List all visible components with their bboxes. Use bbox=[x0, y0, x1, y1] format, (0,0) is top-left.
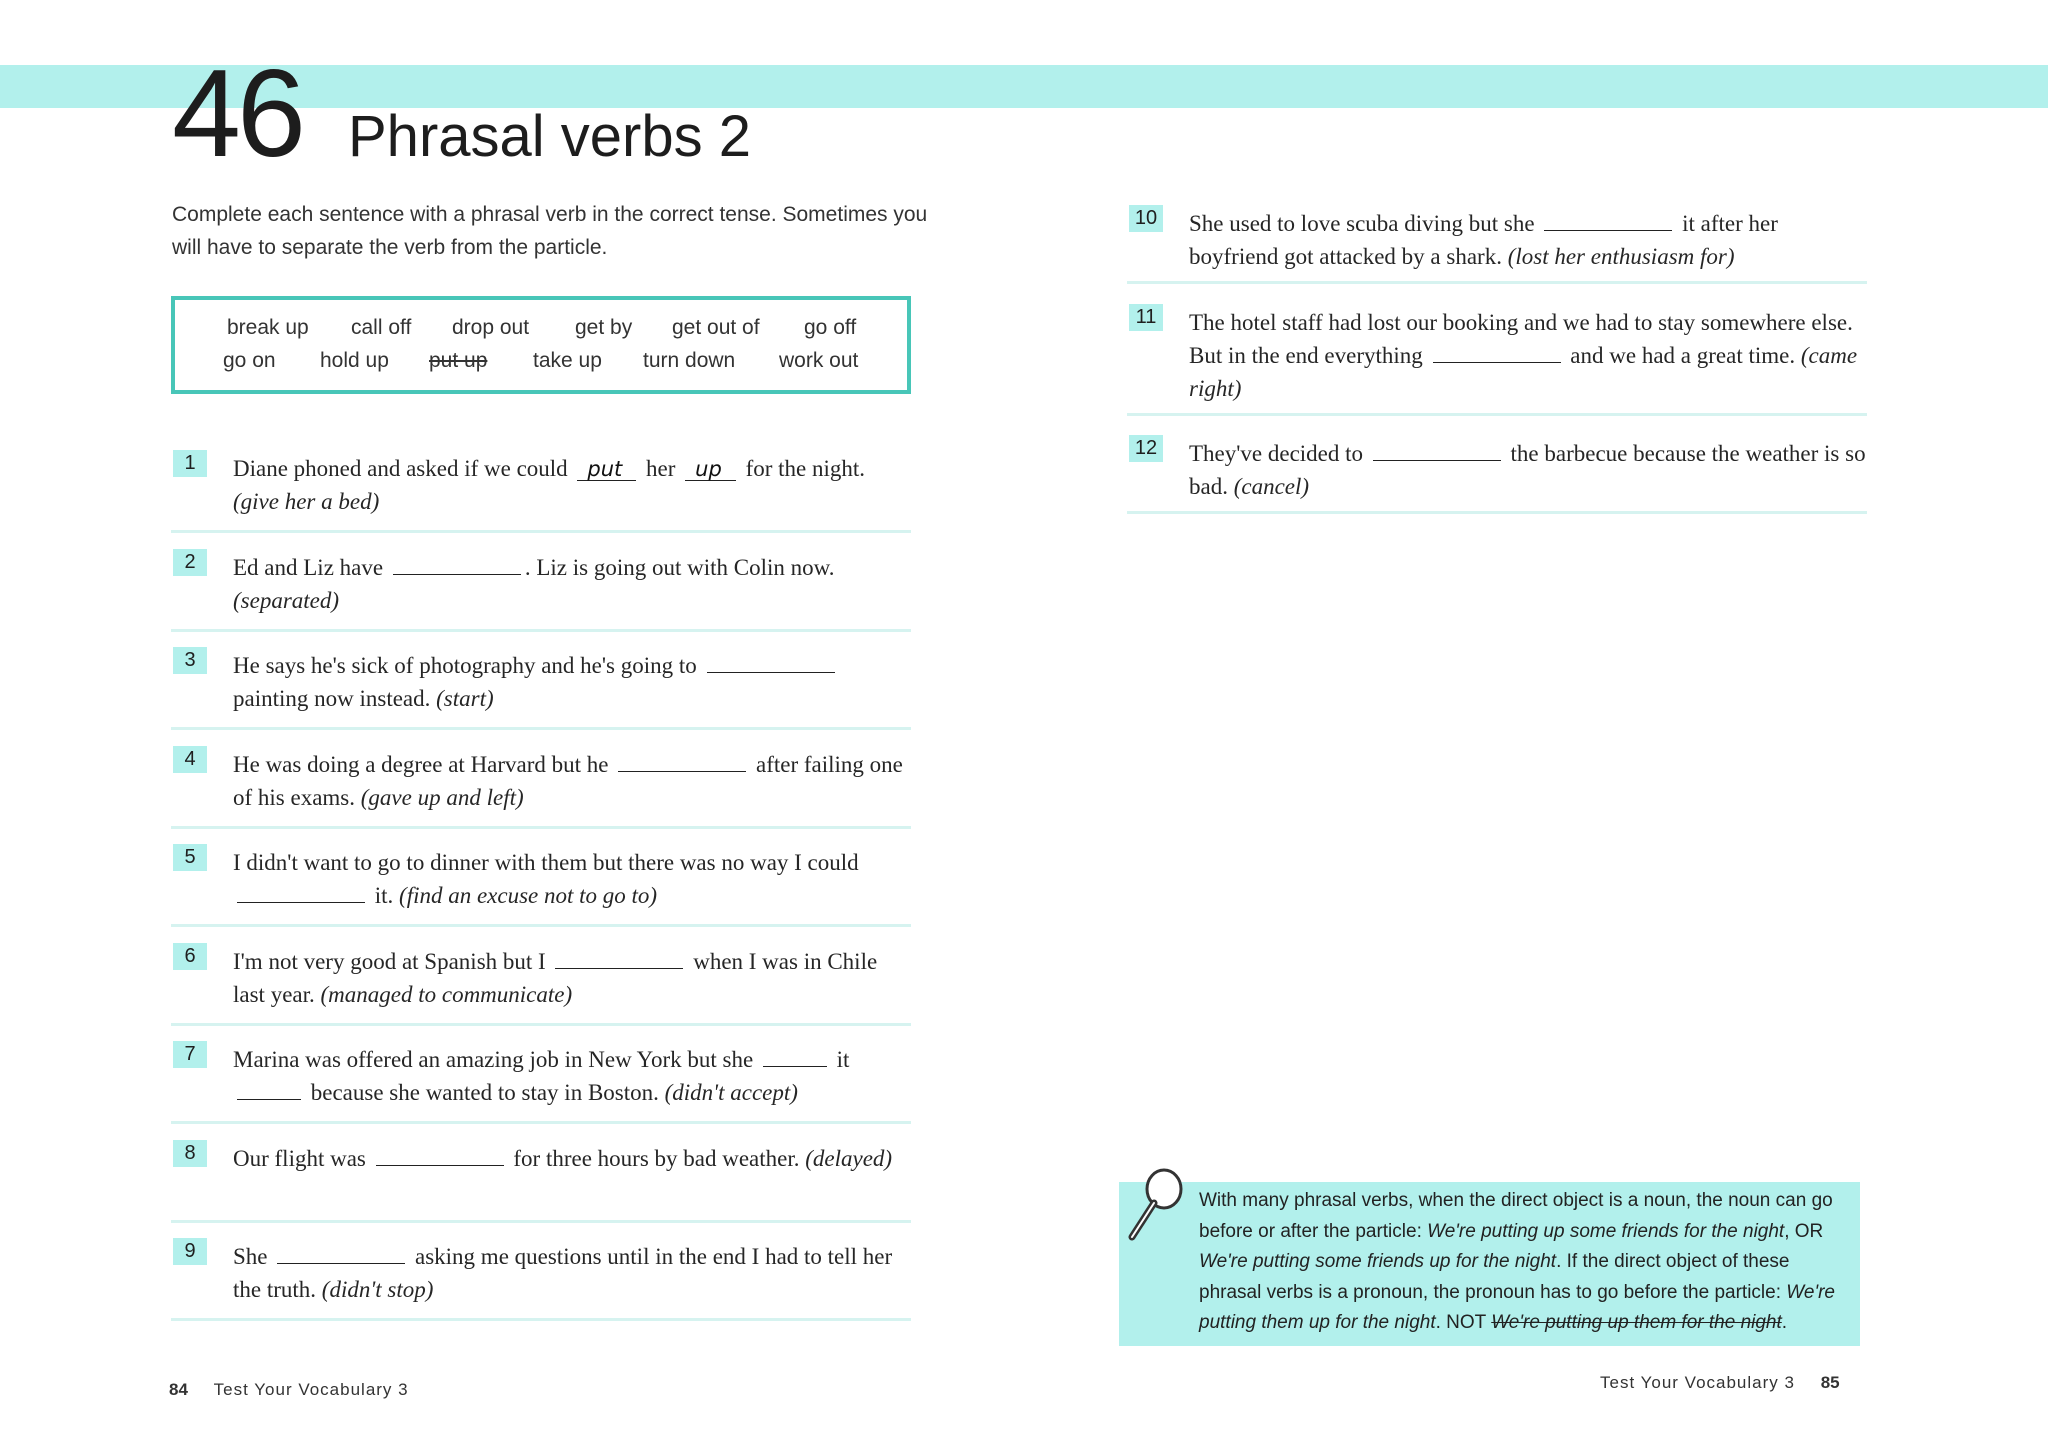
word-item: get out of bbox=[672, 316, 760, 339]
answer-blank[interactable] bbox=[618, 749, 746, 772]
page-number: 85 bbox=[1820, 1373, 1840, 1392]
exercise-item bbox=[171, 1136, 911, 1223]
answer-blank[interactable] bbox=[1544, 208, 1672, 231]
word-item: drop out bbox=[452, 316, 530, 339]
item-sentence: I didn't want to go to dinner with them but there was no way I could it. (find an excuse not to go to) bbox=[233, 850, 859, 908]
header-band bbox=[0, 65, 2048, 108]
item-number: 12 bbox=[1129, 435, 1163, 462]
item-hint: (start) bbox=[436, 686, 494, 711]
item-hint: (find an excuse not to go to) bbox=[399, 883, 658, 908]
exercise-item bbox=[1127, 300, 1867, 416]
word-box bbox=[171, 296, 911, 394]
item-hint: (came right) bbox=[1189, 343, 1858, 401]
item-sentence: She asking me questions until in the end I had to tell her the truth. (didn't stop) bbox=[233, 1240, 911, 1306]
item-hint: (didn't stop) bbox=[321, 1277, 434, 1302]
exercise-item bbox=[171, 742, 911, 829]
word-item: go off bbox=[804, 316, 857, 339]
item-hint: (gave up and left) bbox=[360, 785, 524, 810]
book-title: Test Your Vocabulary 3 bbox=[213, 1380, 409, 1399]
item-number: 1 bbox=[173, 450, 207, 477]
item-sentence: I'm not very good at Spanish but I when I was in Chile last year. (managed to communicate) bbox=[233, 945, 911, 1011]
exercise-item bbox=[171, 1037, 911, 1124]
item-hint: (managed to communicate) bbox=[320, 982, 573, 1007]
item-number: 6 bbox=[173, 943, 207, 970]
exercise-item bbox=[171, 446, 911, 533]
item-number: 7 bbox=[173, 1041, 207, 1068]
item-number: 3 bbox=[173, 647, 207, 674]
exercise-item bbox=[171, 939, 911, 1026]
item-sentence: Diane phoned and asked if we could put her up for the night. (give her a bed) bbox=[233, 456, 866, 514]
item-sentence: Ed and Liz have . Liz is going out with Colin now. (separated) bbox=[233, 551, 911, 617]
answer-blank[interactable] bbox=[763, 1044, 827, 1067]
item-sentence: She used to love scuba diving but she it after her boyfriend got attacked by a shark. (lost her enthusiasm for) bbox=[1189, 207, 1867, 273]
exercise-item bbox=[171, 643, 911, 730]
unit-number: 46 bbox=[172, 45, 302, 183]
answer-blank[interactable] bbox=[1433, 340, 1561, 363]
answer-blank[interactable]: put bbox=[577, 458, 636, 481]
answer-blank[interactable] bbox=[707, 650, 835, 673]
item-sentence: He says he's sick of photography and he's going to painting now instead. (start) bbox=[233, 649, 911, 715]
exercise-item bbox=[171, 840, 911, 927]
exercise-item bbox=[1127, 201, 1867, 284]
answer-blank[interactable] bbox=[393, 552, 521, 575]
item-sentence: Our flight was for three hours by bad weather. (delayed) bbox=[233, 1142, 911, 1175]
item-sentence: Marina was offered an amazing job in New York but she it because she wanted to stay in Boston. (didn't accept) bbox=[233, 1043, 911, 1109]
item-hint: (lost her enthusiasm for) bbox=[1507, 244, 1735, 269]
answer-blank[interactable]: up bbox=[685, 458, 736, 481]
word-item: work out bbox=[779, 349, 859, 372]
item-hint: (didn't accept) bbox=[664, 1080, 798, 1105]
answer-blank[interactable] bbox=[1373, 438, 1501, 461]
word-item: go on bbox=[223, 349, 276, 372]
instructions: Complete each sentence with a phrasal verb in the correct tense. Sometimes you will have to separate the verb from the particle. bbox=[172, 203, 928, 259]
footer-left bbox=[169, 1380, 409, 1400]
item-number: 10 bbox=[1129, 205, 1163, 232]
exercise-item bbox=[171, 545, 911, 632]
book-title: Test Your Vocabulary 3 bbox=[1600, 1373, 1795, 1392]
item-number: 8 bbox=[173, 1140, 207, 1167]
item-sentence: The hotel staff had lost our booking and we had to stay somewhere else. But in the end everything and we had a great time. (came right) bbox=[1189, 310, 1858, 401]
item-number: 2 bbox=[173, 549, 207, 576]
item-sentence: He was doing a degree at Harvard but he after failing one of his exams. (gave up and left) bbox=[233, 748, 911, 814]
item-number: 9 bbox=[173, 1238, 207, 1265]
item-hint: (give her a bed) bbox=[233, 489, 380, 514]
item-hint: (separated) bbox=[233, 588, 340, 613]
answer-blank[interactable] bbox=[237, 1077, 301, 1100]
page-number: 84 bbox=[169, 1380, 188, 1399]
item-hint: (cancel) bbox=[1233, 474, 1310, 499]
word-item: break up bbox=[227, 316, 309, 339]
item-sentence: They've decided to the barbecue because the weather is so bad. (cancel) bbox=[1189, 437, 1867, 503]
item-number: 4 bbox=[173, 746, 207, 773]
magnifying-glass-icon bbox=[1124, 1167, 1188, 1243]
page-title: Phrasal verbs 2 bbox=[348, 104, 751, 169]
exercise-item bbox=[1127, 431, 1867, 514]
word-item: get by bbox=[575, 316, 633, 339]
word-row bbox=[175, 316, 907, 346]
word-item: turn down bbox=[643, 349, 736, 372]
answer-blank[interactable] bbox=[277, 1241, 405, 1264]
item-number: 5 bbox=[173, 844, 207, 871]
word-item: call off bbox=[351, 316, 412, 339]
word-row bbox=[175, 349, 907, 379]
word-item-used: put up bbox=[429, 349, 488, 372]
item-number: 11 bbox=[1129, 304, 1163, 331]
word-item: take up bbox=[533, 349, 602, 372]
item-hint: (delayed) bbox=[805, 1146, 893, 1171]
answer-blank[interactable] bbox=[555, 946, 683, 969]
answer-blank[interactable] bbox=[376, 1143, 504, 1166]
exercise-item bbox=[171, 1234, 911, 1321]
footer-right bbox=[1600, 1373, 1840, 1393]
word-item: hold up bbox=[320, 349, 389, 372]
tip-text: With many phrasal verbs, when the direct object is a noun, the noun can go before or after the particle: We're putting up some friends for the night, OR We're putting some friends up for the night. If the direct object of these phrasal verbs is a pronoun, the pronoun has to go before the particle: We're putting them up for the night. NOT We're putting up them for the night. bbox=[1199, 1190, 1835, 1333]
answer-blank[interactable] bbox=[237, 880, 365, 903]
